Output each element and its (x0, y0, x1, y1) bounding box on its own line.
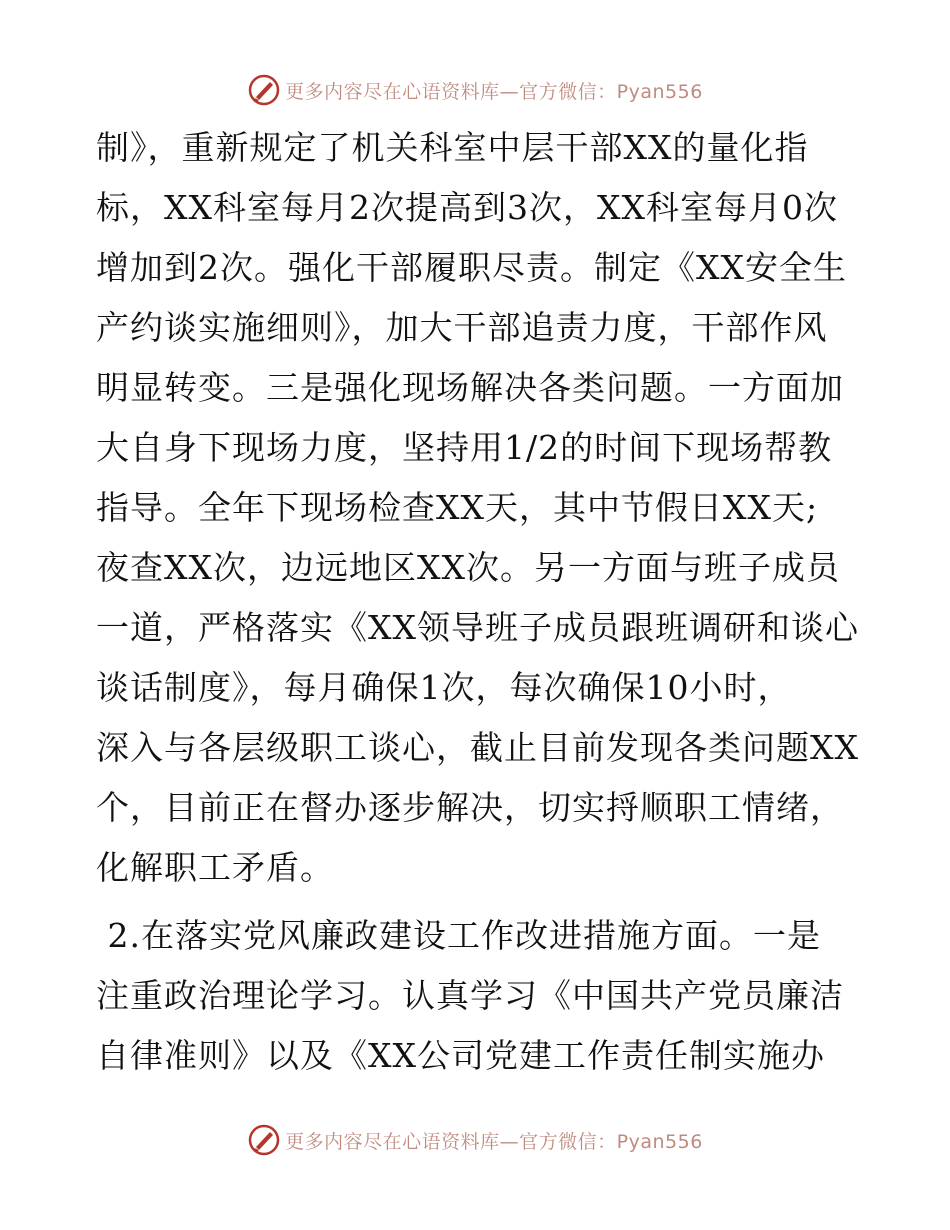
paragraph (96, 118, 866, 898)
text-line: 制》，重新规定了机关科室中层干部XX的量化指 (96, 128, 809, 167)
text-line: 自律准则》以及《XX公司党建工作责任制实施办 (96, 1036, 825, 1075)
text-line: 化解职工矛盾。 (96, 848, 334, 887)
watermark-text: 更多内容尽在心语资料库—官方微信：Pyan556 (285, 80, 703, 103)
paragraph (96, 906, 866, 1086)
text-line: 指导。全年下现场检查XX天，其中节假日XX天; (96, 488, 819, 527)
paragraph-gap (96, 898, 866, 906)
watermark-text: 更多内容尽在心语资料库—官方微信：Pyan556 (285, 1130, 703, 1153)
text-line: 注重政治理论学习。认真学习《中国共产党员廉洁 (96, 976, 844, 1015)
text-line: 增加到2次。强化干部履职尽责。制定《XX安全生 (96, 248, 847, 287)
text-line: 标，XX科室每月2次提高到3次，XX科室每月0次 (96, 188, 838, 227)
watermark-header (0, 70, 950, 110)
quill-pen-icon (247, 1123, 281, 1157)
text-line: 深入与各层级职工谈心，截止目前发现各类问题XX (96, 728, 859, 767)
watermark-footer (0, 1120, 950, 1160)
text-line: 明显转变。三是强化现场解决各类问题。一方面加 (96, 368, 844, 407)
quill-pen-icon (247, 73, 281, 107)
text-line: 2.在落实党风廉政建设工作改进措施方面。一是 (96, 916, 821, 955)
document-body (96, 118, 866, 1086)
text-line: 产约谈实施细则》，加大干部追责力度，干部作风 (96, 308, 828, 347)
text-line: 大自身下现场力度，坚持用1/2的时间下现场帮教 (96, 428, 833, 467)
text-line: 一道，严格落实《XX领导班子成员跟班调研和谈心 (96, 608, 859, 647)
text-line: 个，目前正在督办逐步解决，切实捋顺职工情绪， (96, 788, 844, 827)
text-line: 谈话制度》，每月确保1次，每次确保10小时， (96, 668, 792, 707)
text-line: 夜查XX次，边远地区XX次。另一方面与班子成员 (96, 548, 840, 587)
